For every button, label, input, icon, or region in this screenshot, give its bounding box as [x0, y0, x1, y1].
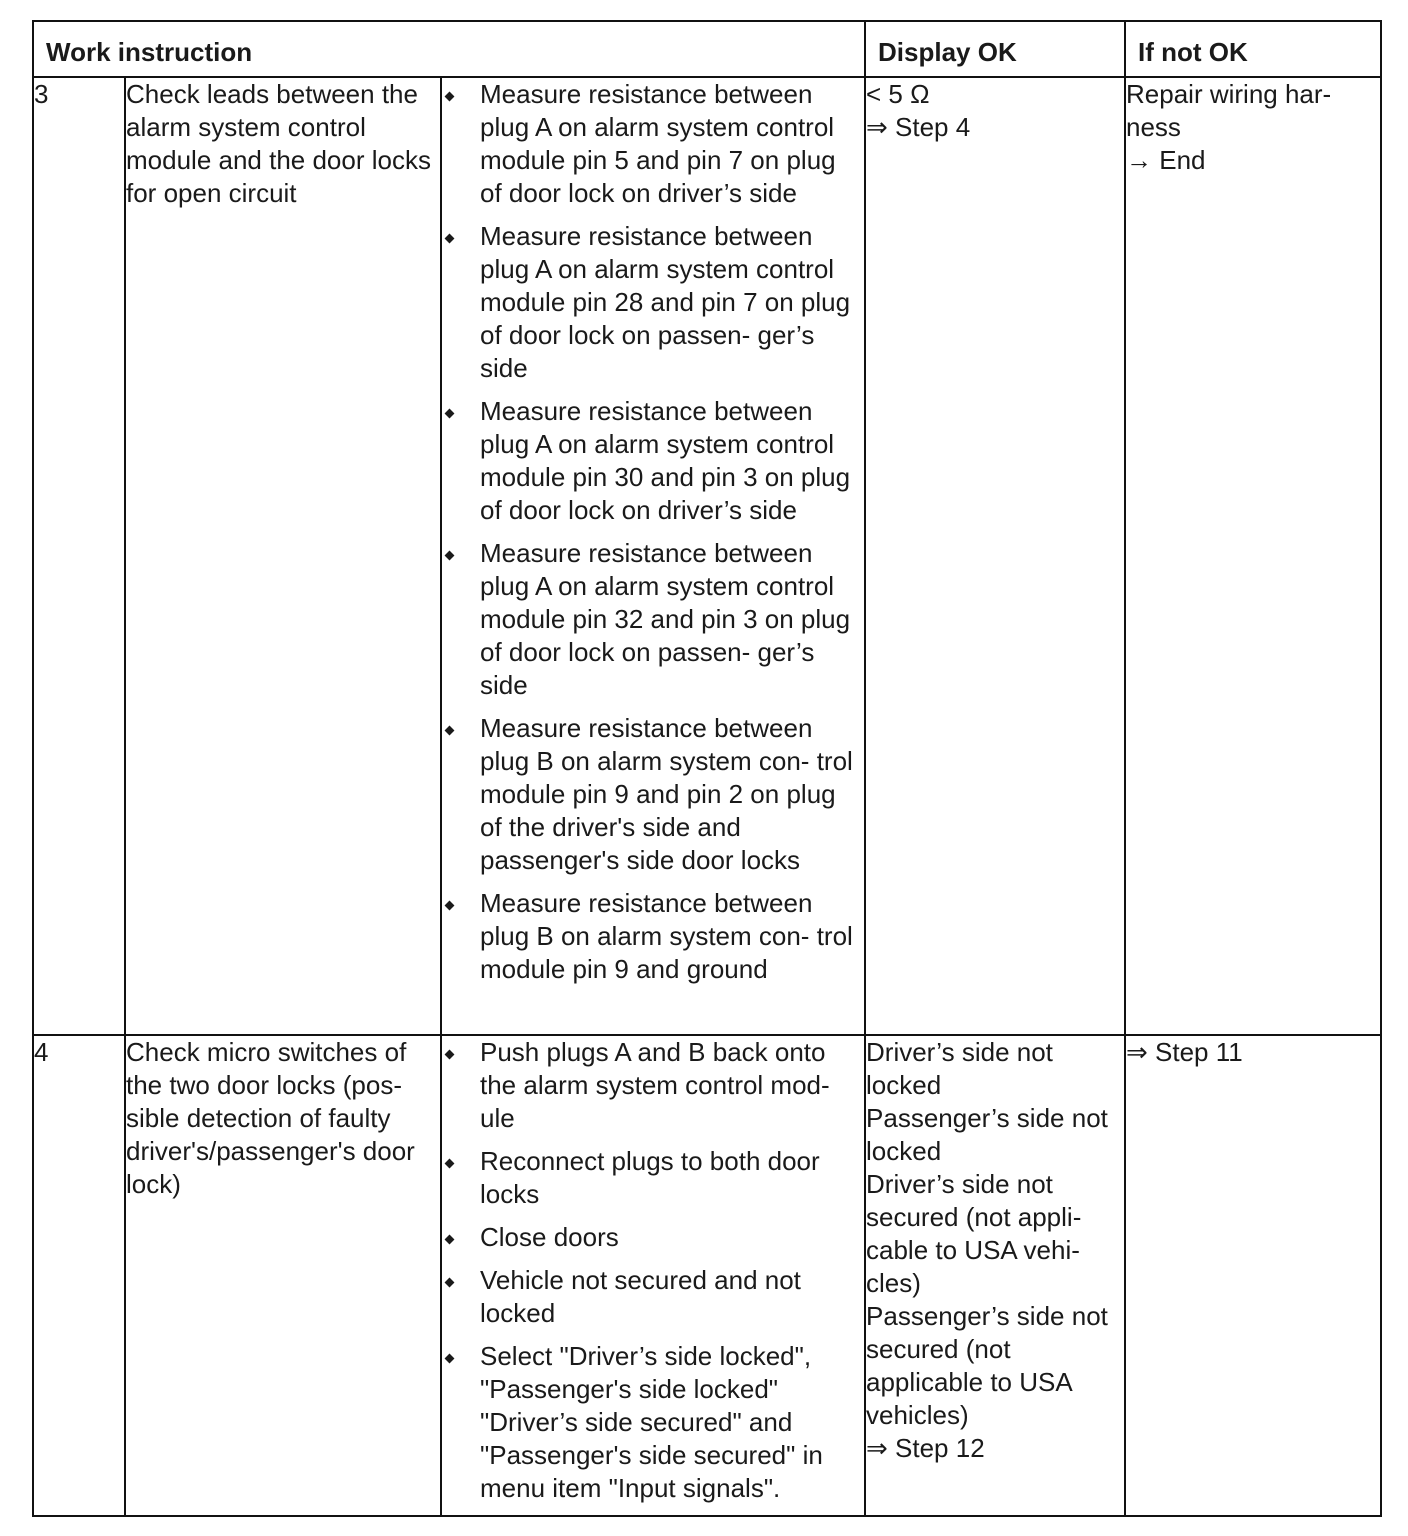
- bullet-diamond-icon: [445, 1278, 455, 1288]
- if-not-ok-action: Repair wiring har- ness: [1126, 79, 1332, 142]
- instruction-text: Push plugs A and B back onto the alarm system control mod- ule: [480, 1037, 830, 1133]
- list-item: [442, 712, 864, 877]
- step-number: 4: [33, 1035, 125, 1516]
- display-ok-cell: [865, 1035, 1125, 1516]
- bullet-diamond-icon: [445, 1235, 455, 1245]
- work-instruction-table: [32, 20, 1382, 1517]
- list-item: [442, 537, 864, 702]
- display-ok-value: Passenger’s side not secured (not applicable to USA vehicles): [866, 1301, 1108, 1430]
- instruction-text: Measure resistance between plug A on alarm system control module pin 5 and pin 7 on plug of door lock on driver’s side: [480, 79, 836, 208]
- step-description: Check leads between the alarm system control module and the door locks for open circuit: [125, 77, 441, 1035]
- instruction-list: [441, 1035, 865, 1516]
- display-ok-cell: [865, 77, 1125, 1035]
- instruction-text: Vehicle not secured and not locked: [480, 1265, 801, 1328]
- header-if-not-ok: If not OK: [1125, 21, 1381, 77]
- bullet-diamond-icon: [445, 1354, 455, 1364]
- instruction-text: Measure resistance between plug A on alarm system control module pin 32 and pin 3 on plug of door lock on passen- ger’s side: [480, 538, 851, 700]
- display-ok-value: < 5 Ω: [866, 79, 930, 109]
- bullet-diamond-icon: [445, 1050, 455, 1060]
- bullet-diamond-icon: [445, 1159, 455, 1169]
- bullet-diamond-icon: [445, 409, 455, 419]
- if-not-ok-next: → End: [1126, 145, 1206, 175]
- bullet-diamond-icon: [445, 901, 455, 911]
- header-row: [33, 21, 1381, 77]
- instruction-text: Select "Driver’s side locked", "Passenger's side locked" "Driver’s side secured" and "Passenger's side secured" in menu item "Input signals".: [480, 1341, 823, 1503]
- table-row: [33, 1035, 1381, 1516]
- header-work-instruction: Work instruction: [33, 21, 865, 77]
- instruction-text: Reconnect plugs to both door locks: [480, 1146, 820, 1209]
- display-ok-value: Passenger’s side not locked: [866, 1103, 1108, 1166]
- display-ok-value: Driver’s side not secured (not appli- cable to USA vehi- cles): [866, 1169, 1082, 1298]
- header-display-ok: Display OK: [865, 21, 1125, 77]
- list-item: [442, 395, 864, 527]
- if-not-ok-next: ⇒ Step 11: [1126, 1037, 1243, 1067]
- list-item: [442, 1221, 864, 1254]
- bullet-diamond-icon: [445, 92, 455, 102]
- bullet-diamond-icon: [445, 726, 455, 736]
- display-ok-next-step: ⇒ Step 12: [866, 1433, 985, 1463]
- table-row: [33, 77, 1381, 1035]
- list-item: [442, 1145, 864, 1211]
- list-item: [442, 1264, 864, 1330]
- list-item: [442, 1036, 864, 1135]
- display-ok-value: Driver’s side not locked: [866, 1037, 1053, 1100]
- instruction-text: Measure resistance between plug A on alarm system control module pin 30 and pin 3 on plug of door lock on driver’s side: [480, 396, 851, 525]
- list-item: [442, 1340, 864, 1505]
- list-item: [442, 887, 864, 986]
- step-description: Check micro switches of the two door locks (pos- sible detection of faulty driver's/passenger's door lock): [125, 1035, 441, 1516]
- list-item: [442, 220, 864, 385]
- instruction-text: Measure resistance between plug A on alarm system control module pin 28 and pin 7 on plug of door lock on passen- ger’s side: [480, 221, 851, 383]
- bullet-diamond-icon: [445, 234, 455, 244]
- bullet-diamond-icon: [445, 551, 455, 561]
- list-item: [442, 78, 864, 210]
- if-not-ok-cell: [1125, 1035, 1381, 1516]
- display-ok-next-step: ⇒ Step 4: [866, 112, 971, 142]
- instruction-text: Close doors: [480, 1222, 619, 1252]
- instruction-text: Measure resistance between plug B on alarm system con- trol module pin 9 and pin 2 on plug of the driver's side and passenger's side door locks: [480, 713, 853, 875]
- step-number: 3: [33, 77, 125, 1035]
- if-not-ok-cell: [1125, 77, 1381, 1035]
- instruction-list: [441, 77, 865, 1035]
- instruction-text: Measure resistance between plug B on alarm system con- trol module pin 9 and ground: [480, 888, 853, 984]
